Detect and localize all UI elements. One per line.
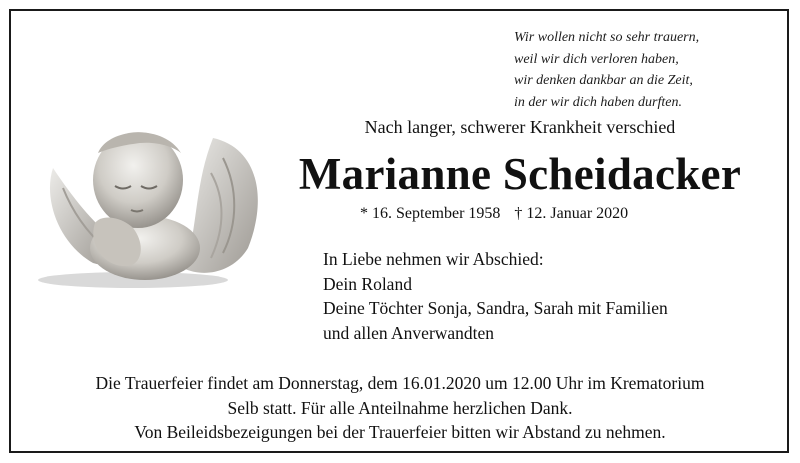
death-date: † 12. Januar 2020 <box>514 205 629 222</box>
deceased-name: Marianne Scheidacker <box>298 149 742 199</box>
family-line: und allen Anverwandten <box>323 322 495 343</box>
family-line: Dein Roland <box>323 273 412 294</box>
family-block <box>323 247 668 345</box>
funeral-notice <box>20 371 780 445</box>
notice-line: Selb statt. Für alle Anteilnahme herzlichen Dank. <box>227 397 573 418</box>
intro-text: Nach langer, schwerer Krankheit verschied <box>364 117 676 137</box>
family-line: In Liebe nehmen wir Abschied: <box>323 249 544 269</box>
poem-line: wir denken dankbar an die Zeit, <box>514 73 693 88</box>
life-dates <box>360 205 628 223</box>
poem-line: weil wir dich verloren haben, <box>514 51 679 67</box>
angel-figure-icon <box>33 118 273 298</box>
poem-line: in der wir dich haben durften. <box>514 94 682 110</box>
notice-line: Von Beileidsbezeigungen bei der Trauerfeier bitten wir Abstand zu nehmen. <box>134 422 666 442</box>
family-line: Deine Töchter Sonja, Sandra, Sarah mit Familien <box>323 298 668 318</box>
notice-line: Die Trauerfeier findet am Donnerstag, dem 16.01.2020 um 12.00 Uhr im Krematorium <box>95 373 705 393</box>
birth-date: * 16. September 1958 <box>360 205 501 222</box>
poem <box>514 27 774 113</box>
poem-line: Wir wollen nicht so sehr trauern, <box>514 30 700 45</box>
